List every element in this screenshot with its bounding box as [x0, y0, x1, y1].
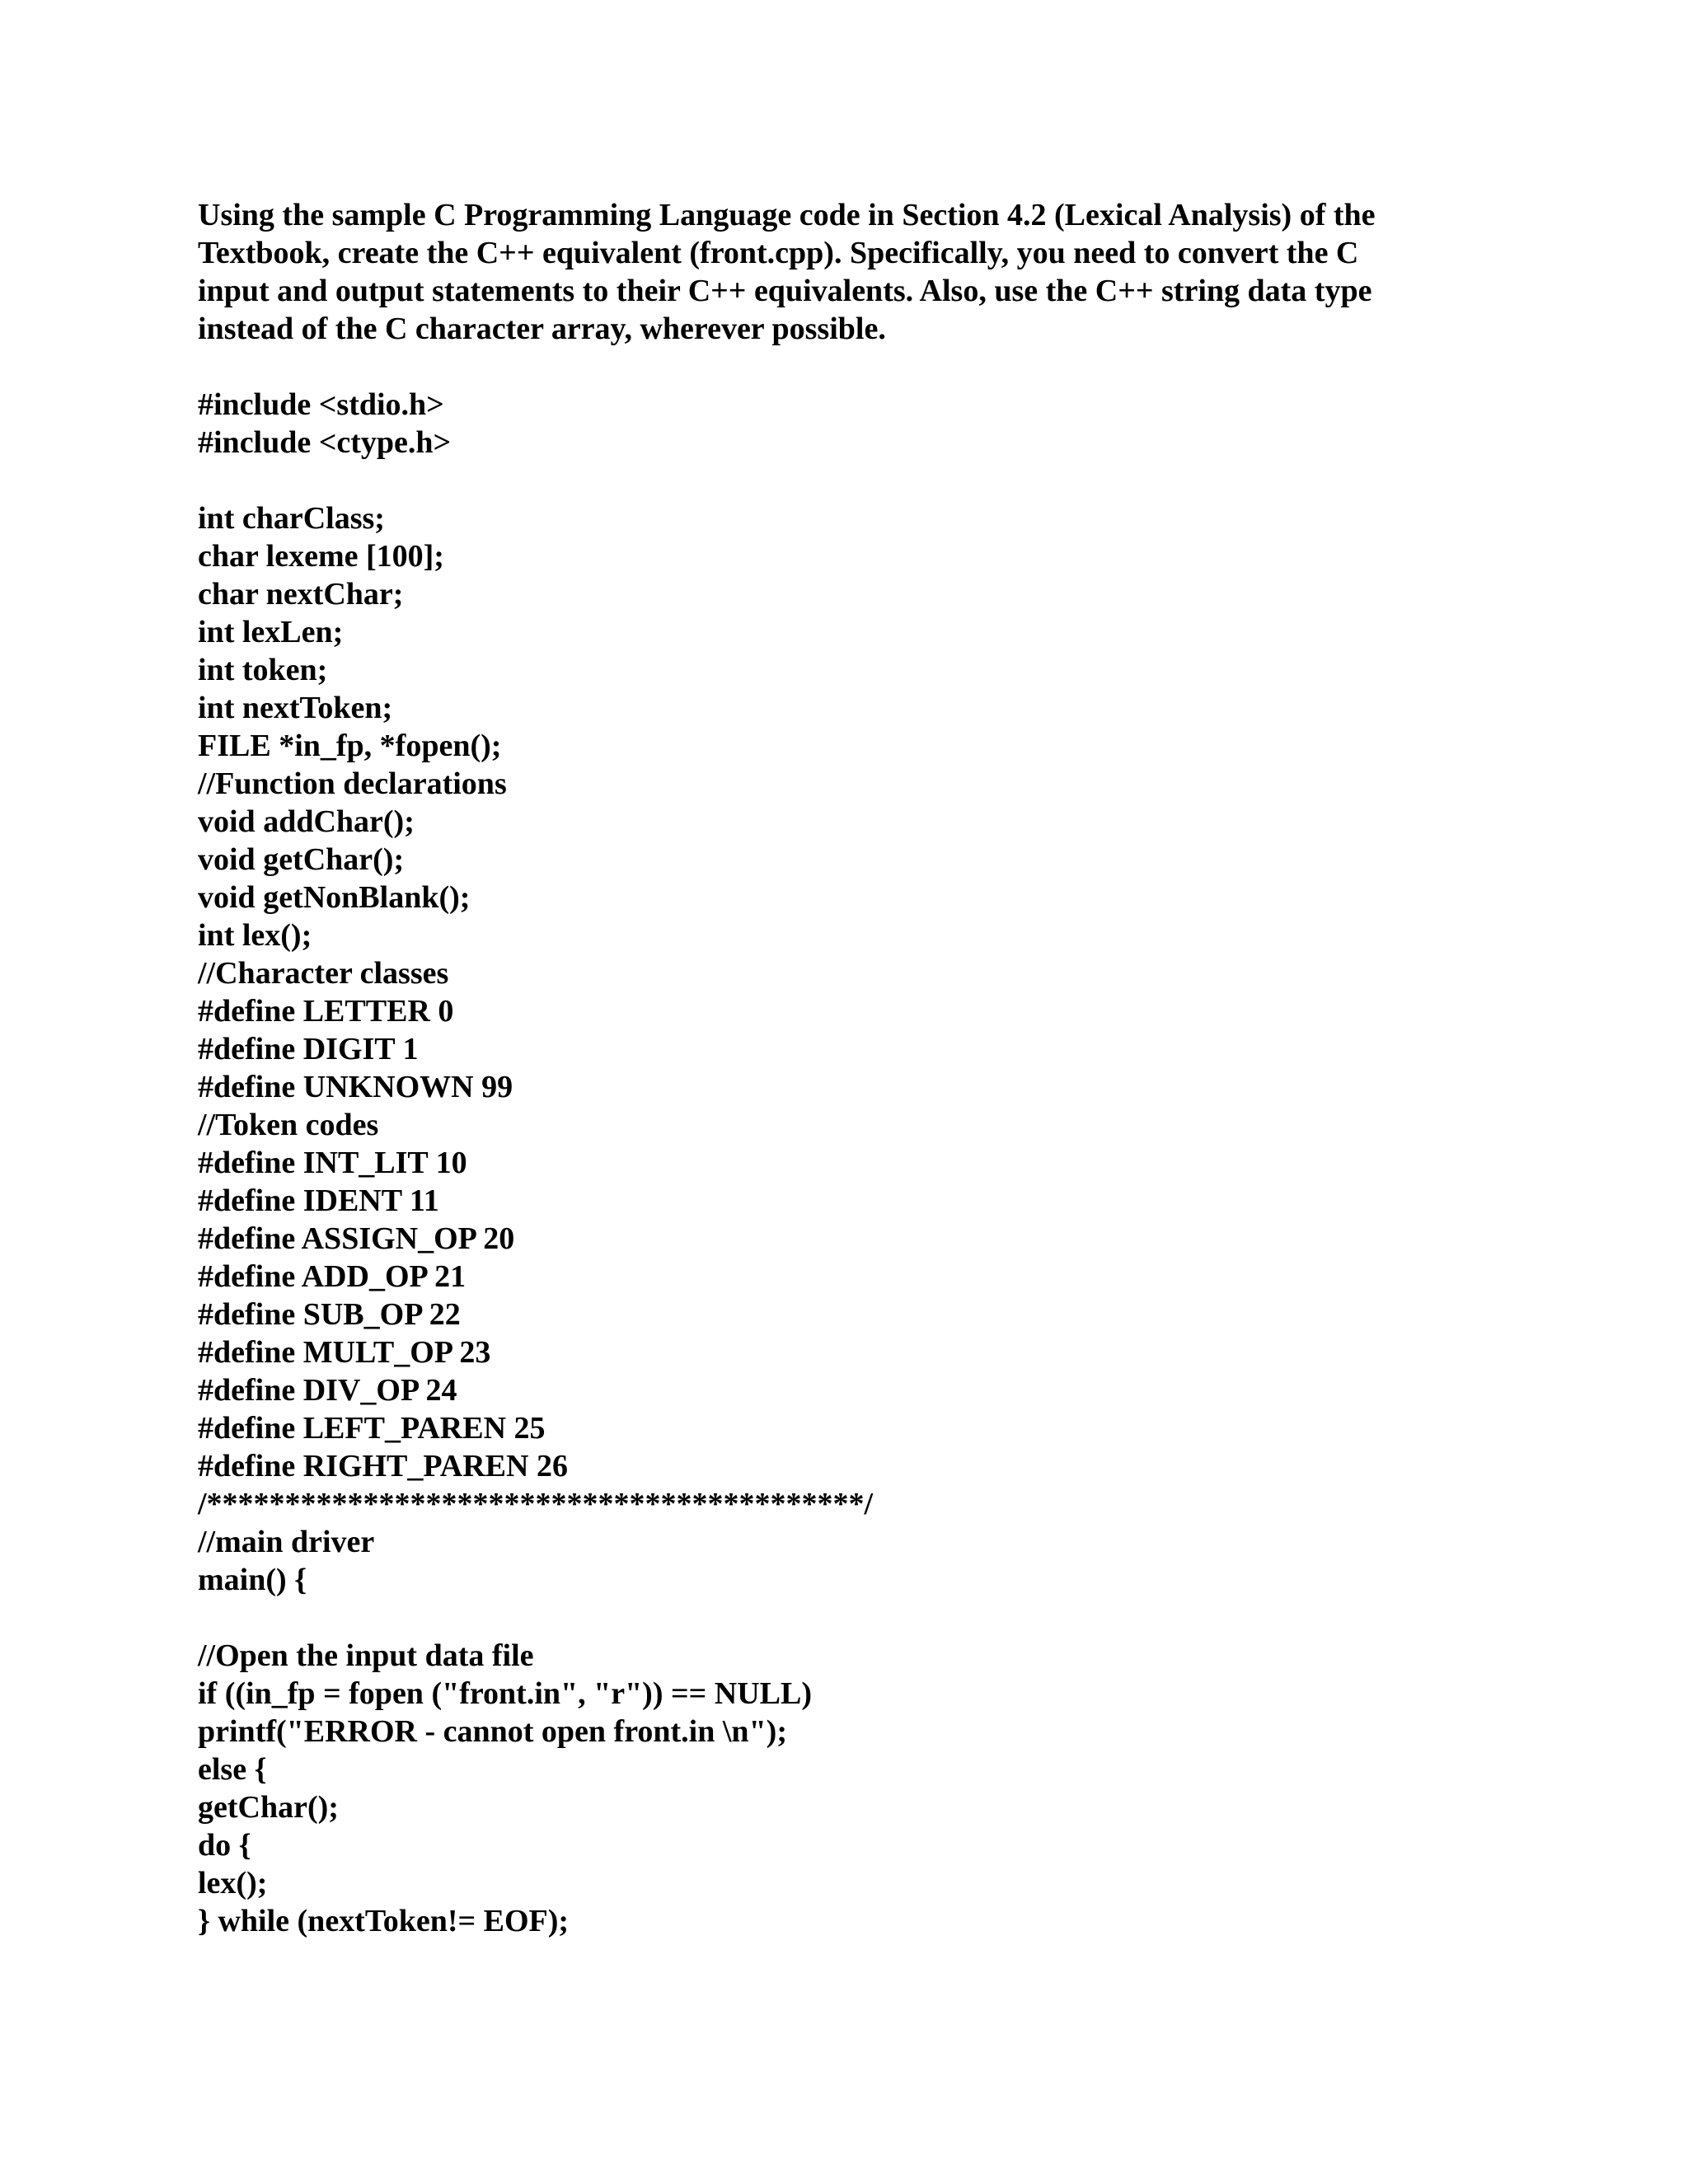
code-comment: //Character classes: [198, 956, 449, 991]
code-comment: //Function declarations: [198, 766, 507, 801]
code-line: #define SUB_OP 22: [198, 1297, 461, 1332]
code-line: int lex();: [198, 918, 312, 953]
document-content: [198, 196, 1484, 1940]
code-line: #include <stdio.h>: [198, 387, 444, 422]
code-line: #define DIGIT 1: [198, 1032, 419, 1066]
code-line: FILE *in_fp, *fopen();: [198, 729, 502, 763]
instruction-line: instead of the C character array, wherever possible.: [198, 312, 886, 346]
code-line: #define INT_LIT 10: [198, 1146, 467, 1180]
code-line: getChar();: [198, 1790, 339, 1825]
assignment-instructions: [198, 196, 1484, 348]
code-line: printf("ERROR - cannot open front.in \n");: [198, 1714, 787, 1749]
code-line: #define MULT_OP 23: [198, 1335, 491, 1370]
code-line: #define DIV_OP 24: [198, 1373, 457, 1408]
code-line: void getChar();: [198, 842, 405, 877]
code-line: do {: [198, 1828, 251, 1863]
code-line: char nextChar;: [198, 577, 404, 612]
code-line: char lexeme [100];: [198, 539, 444, 574]
code-line: #define RIGHT_PAREN 26: [198, 1449, 568, 1483]
code-line: #define IDENT 11: [198, 1183, 439, 1218]
code-line: #include <ctype.h>: [198, 425, 452, 460]
instruction-line: input and output statements to their C++ equivalents. Also, use the C++ string data type: [198, 274, 1372, 308]
code-comment: //main driver: [198, 1525, 375, 1559]
code-line: #define UNKNOWN 99: [198, 1070, 513, 1104]
code-line: int token;: [198, 653, 328, 687]
code-separator-comment: /******************************************/: [198, 1487, 874, 1521]
code-line: #define LEFT_PAREN 25: [198, 1411, 546, 1446]
code-line: } while (nextToken!= EOF);: [198, 1904, 570, 1938]
instruction-line: Textbook, create the C++ equivalent (front.cpp). Specifically, you need to convert the C: [198, 236, 1359, 270]
code-line: if ((in_fp = fopen ("front.in", "r")) == NULL): [198, 1676, 813, 1711]
code-blank-line: [198, 1599, 1484, 1637]
code-line: void getNonBlank();: [198, 880, 471, 915]
code-comment: //Token codes: [198, 1108, 379, 1142]
code-blank-line: [198, 462, 1484, 499]
code-line: int nextToken;: [198, 691, 393, 725]
code-line: #define ADD_OP 21: [198, 1259, 467, 1294]
code-line: void addChar();: [198, 804, 415, 839]
code-line: #define ASSIGN_OP 20: [198, 1221, 515, 1256]
code-listing: [198, 386, 1484, 1940]
code-line: else {: [198, 1752, 267, 1787]
code-line: lex();: [198, 1866, 268, 1900]
code-line: int lexLen;: [198, 615, 344, 649]
code-line: int charClass;: [198, 501, 385, 536]
code-comment: //Open the input data file: [198, 1638, 534, 1673]
code-line: main() {: [198, 1563, 307, 1597]
instruction-line: Using the sample C Programming Language code in Section 4.2 (Lexical Analysis) of the: [198, 198, 1376, 232]
code-line: #define LETTER 0: [198, 994, 454, 1029]
